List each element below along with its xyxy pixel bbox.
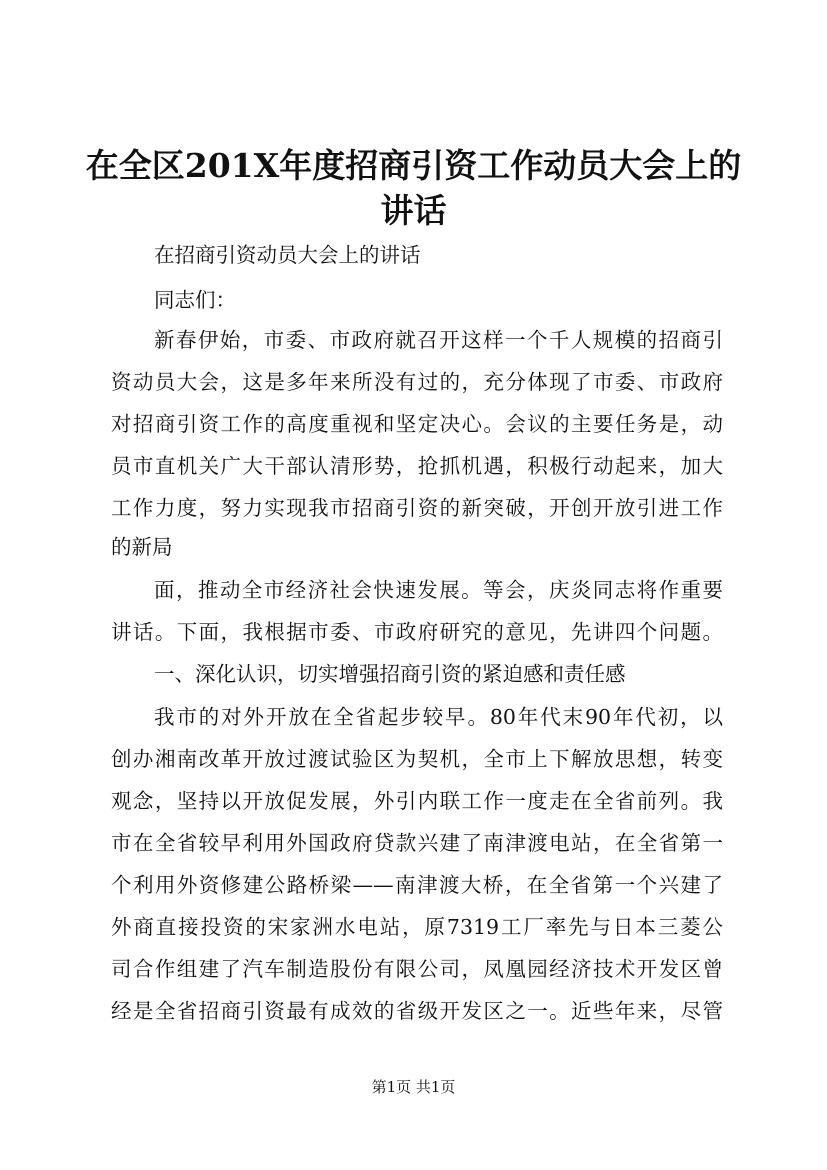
paragraph-line: 市在全省较早利用外国政府贷款兴建了南津渡电站，在全省第一 [111,831,723,855]
subtitle-line: 在招商引资动员大会上的讲话 [154,243,421,267]
paragraph-line: 创办湘南改革开放过渡试验区为契机，全市上下解放思想，转变 [111,747,723,771]
paragraph-line: 资动员大会，这是多年来所没有过的，充分体现了市委、市政府 [111,370,723,394]
paragraph-line: 司合作组建了汽车制造股份有限公司，凤凰园经济技术开发区曾 [111,957,723,981]
paragraph-line: 员市直机关广大干部认清形势，抢抓机遇，积极行动起来，加大 [111,454,723,478]
paragraph-line: 外商直接投资的宋家洲水电站，原7319工厂率先与日本三菱公 [111,915,723,939]
paragraph-line: 面，推动全市经济社会快速发展。等会，庆炎同志将作重要 [154,578,723,602]
salutation-line: 同志们： [154,288,236,312]
paragraph-line: 工作力度，努力实现我市招商引资的新突破，开创开放引进工作 [111,496,723,520]
paragraph-line: 经是全省招商引资最有成效的省级开发区之一。近些年来，尽管 [111,999,723,1023]
paragraph-line: 对招商引资工作的高度重视和坚定决心。会议的主要任务是，动 [111,412,723,436]
section-heading: 一、深化认识，切实增强招商引资的紧迫感和责任感 [154,662,626,686]
document-title-line-1: 在全区201X年度招商引资工作动员大会上的 [85,146,742,185]
paragraph-line: 个利用外资修建公路桥梁——南津渡大桥，在全省第一个兴建了 [111,873,723,897]
page-footer: 第1页 共1页 [371,1078,456,1096]
document-title-line-2: 讲话 [380,191,447,230]
paragraph-line: 新春伊始，市委、市政府就召开这样一个千人规模的招商引 [154,328,723,352]
paragraph-line: 的新局 [111,535,173,559]
paragraph-line: 讲话。下面，我根据市委、市政府研究的意见，先讲四个问题。 [111,620,723,644]
paragraph-line: 观念，坚持以开放促发展，外引内联工作一度走在全省前列。我 [111,789,723,813]
paragraph-line: 我市的对外开放在全省起步较早。80年代末90年代初，以 [154,705,723,729]
